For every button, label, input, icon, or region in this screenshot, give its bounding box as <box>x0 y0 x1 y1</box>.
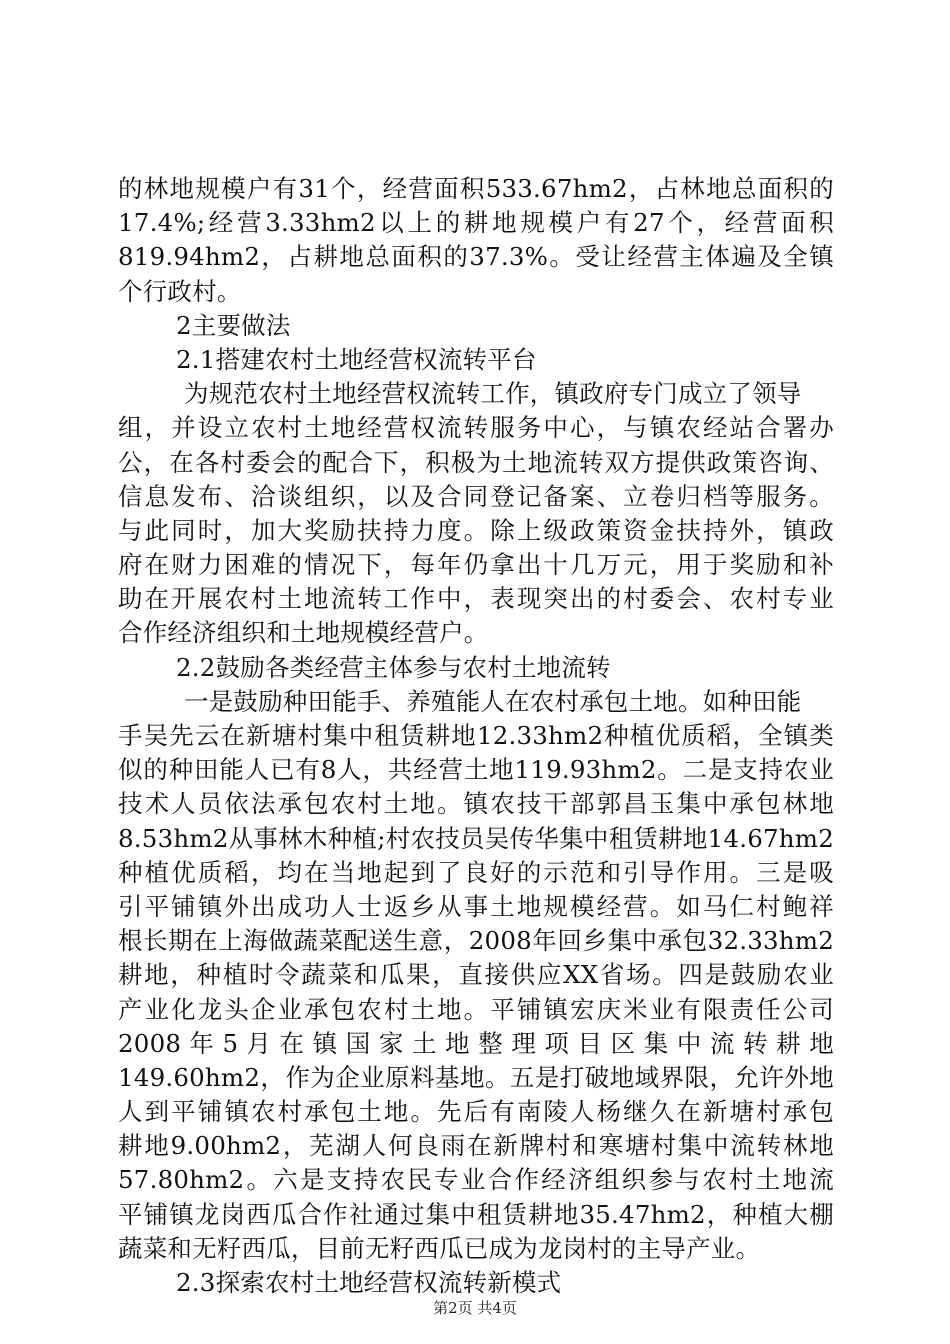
text-line: 手吴先云在新塘村集中租赁耕地12.33hm2种植优质稻，全镇类 <box>118 721 834 750</box>
text-line: 149.60hm2，作为企业原料基地。五是打破地域界限，允许外地 <box>118 1062 834 1092</box>
text-line: 合作经济组织和土地规模经营户。 <box>118 618 489 648</box>
section-heading: 2.1搭建农村土地经营权流转平台 <box>176 344 537 374</box>
text-line: 819.94hm2，占耕地总面积的37.3%。受让经营主体遍及全镇 <box>118 242 834 272</box>
text-line: 的林地规模户有31个，经营面积533.67hm2，占林地总面积的 <box>118 174 834 203</box>
section-heading: 2主要做法 <box>176 310 291 340</box>
text-line: 府在财力困难的情况下，每年仍拿出十几万元，用于奖励和补 <box>118 550 834 580</box>
text-line: 57.80hm2。六是支持农民专业合作经济组织参与农村土地流 <box>118 1165 834 1195</box>
document-body <box>118 172 834 1300</box>
text-line: 8.53hm2从事林木种植;村农技员吴传华集中租赁耕地14.67hm2 <box>118 823 834 853</box>
text-line: 人到平铺镇农村承包土地。先后有南陵人杨继久在新塘村承包 <box>118 1097 834 1127</box>
paragraph-first-line: 一是鼓励种田能手、养殖能人在农村承包土地。如种田能 <box>184 686 802 716</box>
text-line: 技术人员依法承包农村土地。镇农技干部郭昌玉集中承包林地 <box>118 789 834 819</box>
text-line: 种植优质稻，均在当地起到了良好的示范和引导作用。三是吸 <box>118 857 834 887</box>
text-line: 2008 年 5 月 在 镇 国 家 土 地 整 理 项 目 区 集 中 流 转 耕 地 <box>118 1028 834 1058</box>
text-line: 根长期在上海做蔬菜配送生意，2008年回乡集中承包32.33hm2 <box>118 926 834 956</box>
text-line: 耕地，种植时令蔬菜和瓜果，直接供应XX省场。四是鼓励农业 <box>118 960 834 990</box>
text-line: 蔬菜和无籽西瓜，目前无籽西瓜已成为龙岗村的主导产业。 <box>118 1233 761 1263</box>
text-line: 平铺镇龙岗西瓜合作社通过集中租赁耕地35.47hm2，种植大棚 <box>118 1199 834 1229</box>
paragraph-first-line: 为规范农村土地经营权流转工作，镇政府专门成立了领导 <box>184 379 802 409</box>
text-line: 信息发布、洽谈组织，以及合同登记备案、立卷归档等服务。 <box>118 481 834 511</box>
text-line: 组，并设立农村土地经营权流转服务中心，与镇农经站合署办 <box>118 413 834 443</box>
text-line: 公，在各村委会的配合下，积极为土地流转双方提供政策咨询、 <box>118 447 834 477</box>
page-footer: 第2页 共4页 <box>433 1299 517 1317</box>
section-heading: 2.2鼓励各类经营主体参与农村土地流转 <box>176 652 611 682</box>
text-line: 产业化龙头企业承包农村土地。平铺镇宏庆米业有限责任公司 <box>118 994 834 1024</box>
text-line: 引平铺镇外出成功人士返乡从事土地规模经营。如马仁村鲍祥 <box>118 891 834 921</box>
text-line: 助在开展农村土地流转工作中，表现突出的村委会、农村专业 <box>118 584 834 614</box>
text-line: 耕地9.00hm2，芜湖人何良雨在新牌村和寒塘村集中流转林地 <box>118 1131 834 1161</box>
text-line: 17.4%;经营3.33hm2以上的耕地规模户有27个，经营面积 <box>118 208 834 238</box>
text-line: 似的种田能人已有8人，共经营土地119.93hm2。二是支持农业 <box>118 755 834 785</box>
section-heading: 2.3探索农村土地经营权流转新模式 <box>176 1268 562 1297</box>
text-line: 与此同时，加大奖励扶持力度。除上级政策资金扶持外，镇政 <box>118 515 834 545</box>
text-line: 个行政村。 <box>118 276 242 306</box>
